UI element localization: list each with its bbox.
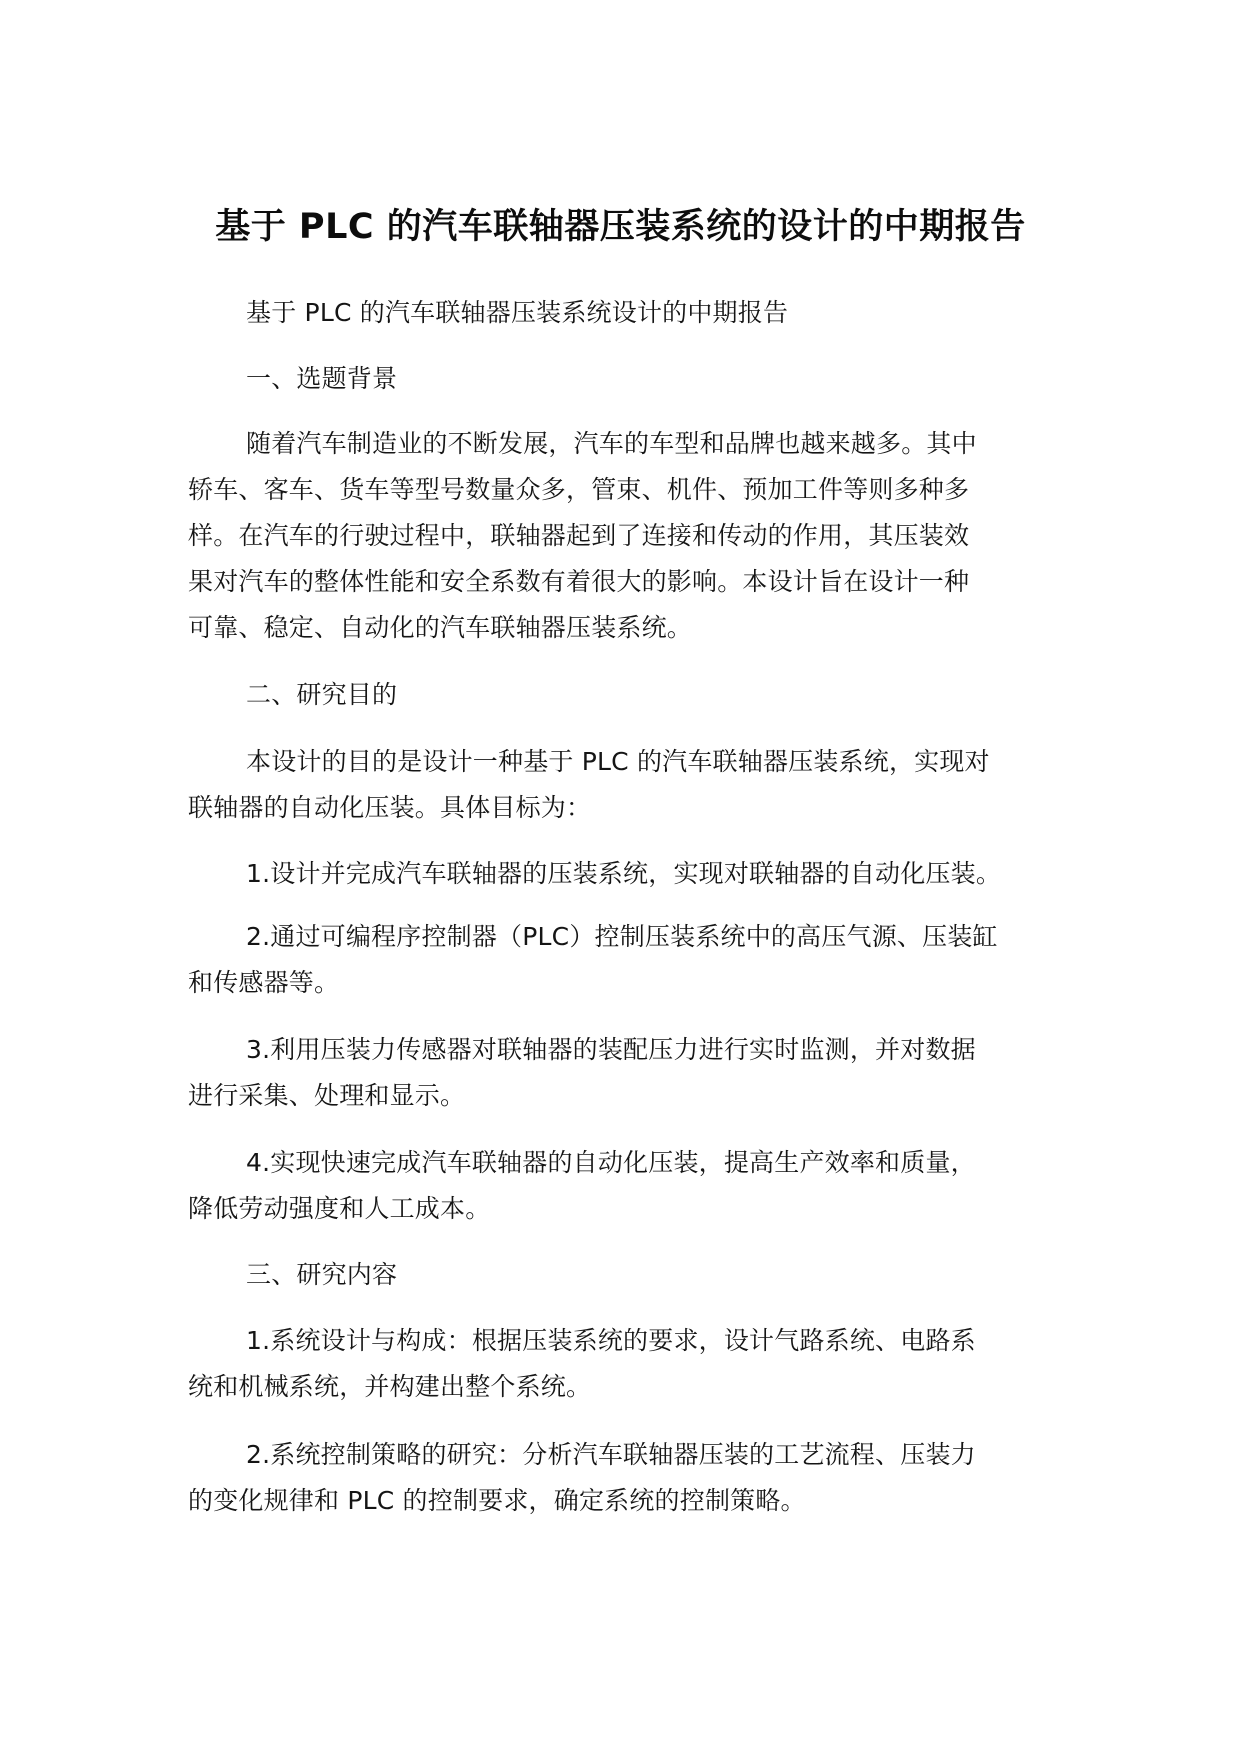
background-paragraph (188, 421, 1054, 651)
document-title: 基于 PLC 的汽车联轴器压装系统的设计的中期报告 (215, 207, 1026, 248)
content-item-2-line-1: 2.系统控制策略的研究：分析汽车联轴器压装的工艺流程、压装力 (246, 1440, 976, 1469)
section-heading-purpose (188, 672, 1054, 718)
section-heading-purpose-text: 二、研究目的 (246, 680, 398, 709)
background-line-1: 随着汽车制造业的不断发展，汽车的车型和品牌也越来越多。其中 (246, 429, 977, 458)
content-item-1-line-2: 统和机械系统，并构建出整个系统。 (188, 1372, 592, 1401)
background-line-5: 可靠、稳定、自动化的汽车联轴器压装系统。 (188, 613, 693, 642)
goal-item-1 (188, 851, 1054, 897)
background-line-2: 轿车、客车、货车等型号数量众多，管束、机件、预加工件等则多种多 (188, 475, 970, 504)
report-subtitle (188, 290, 1054, 336)
section-heading-content (188, 1252, 1054, 1298)
content-item-1-line-1: 1.系统设计与构成：根据压装系统的要求，设计气路系统、电路系 (246, 1326, 976, 1355)
purpose-intro-line-1: 本设计的目的是设计一种基于 PLC 的汽车联轴器压装系统，实现对 (246, 747, 990, 776)
section-heading-background-text: 一、选题背景 (246, 364, 398, 393)
goal-item-4 (188, 1140, 1054, 1232)
content-item-1 (188, 1318, 1054, 1410)
goal-item-2-line-1: 2.通过可编程序控制器（PLC）控制压装系统中的高压气源、压装缸 (246, 922, 998, 951)
goal-item-3 (188, 1027, 1054, 1119)
goal-item-1-line-1: 1.设计并完成汽车联轴器的压装系统，实现对联轴器的自动化压装。 (246, 859, 1002, 888)
background-line-4: 果对汽车的整体性能和安全系数有着很大的影响。本设计旨在设计一种 (188, 567, 970, 596)
goal-item-3-line-1: 3.利用压装力传感器对联轴器的装配压力进行实时监测，并对数据 (246, 1035, 976, 1064)
content-item-2 (188, 1432, 1054, 1524)
content-item-2-line-2: 的变化规律和 PLC 的控制要求，确定系统的控制策略。 (188, 1486, 806, 1515)
report-subtitle-text: 基于 PLC 的汽车联轴器压装系统设计的中期报告 (246, 298, 789, 327)
purpose-intro-line-2: 联轴器的自动化压装。具体目标为： (188, 793, 592, 822)
goal-item-2 (188, 914, 1054, 1006)
goal-item-2-line-2: 和传感器等。 (188, 968, 340, 997)
goal-item-4-line-1: 4.实现快速完成汽车联轴器的自动化压装，提高生产效率和质量， (246, 1148, 976, 1177)
background-line-3: 样。在汽车的行驶过程中，联轴器起到了连接和传动的作用，其压装效 (188, 521, 970, 550)
goal-item-3-line-2: 进行采集、处理和显示。 (188, 1081, 466, 1110)
section-heading-content-text: 三、研究内容 (246, 1260, 398, 1289)
section-heading-background (188, 356, 1054, 402)
purpose-intro-paragraph (188, 739, 1054, 831)
goal-item-4-line-2: 降低劳动强度和人工成本。 (188, 1194, 491, 1223)
